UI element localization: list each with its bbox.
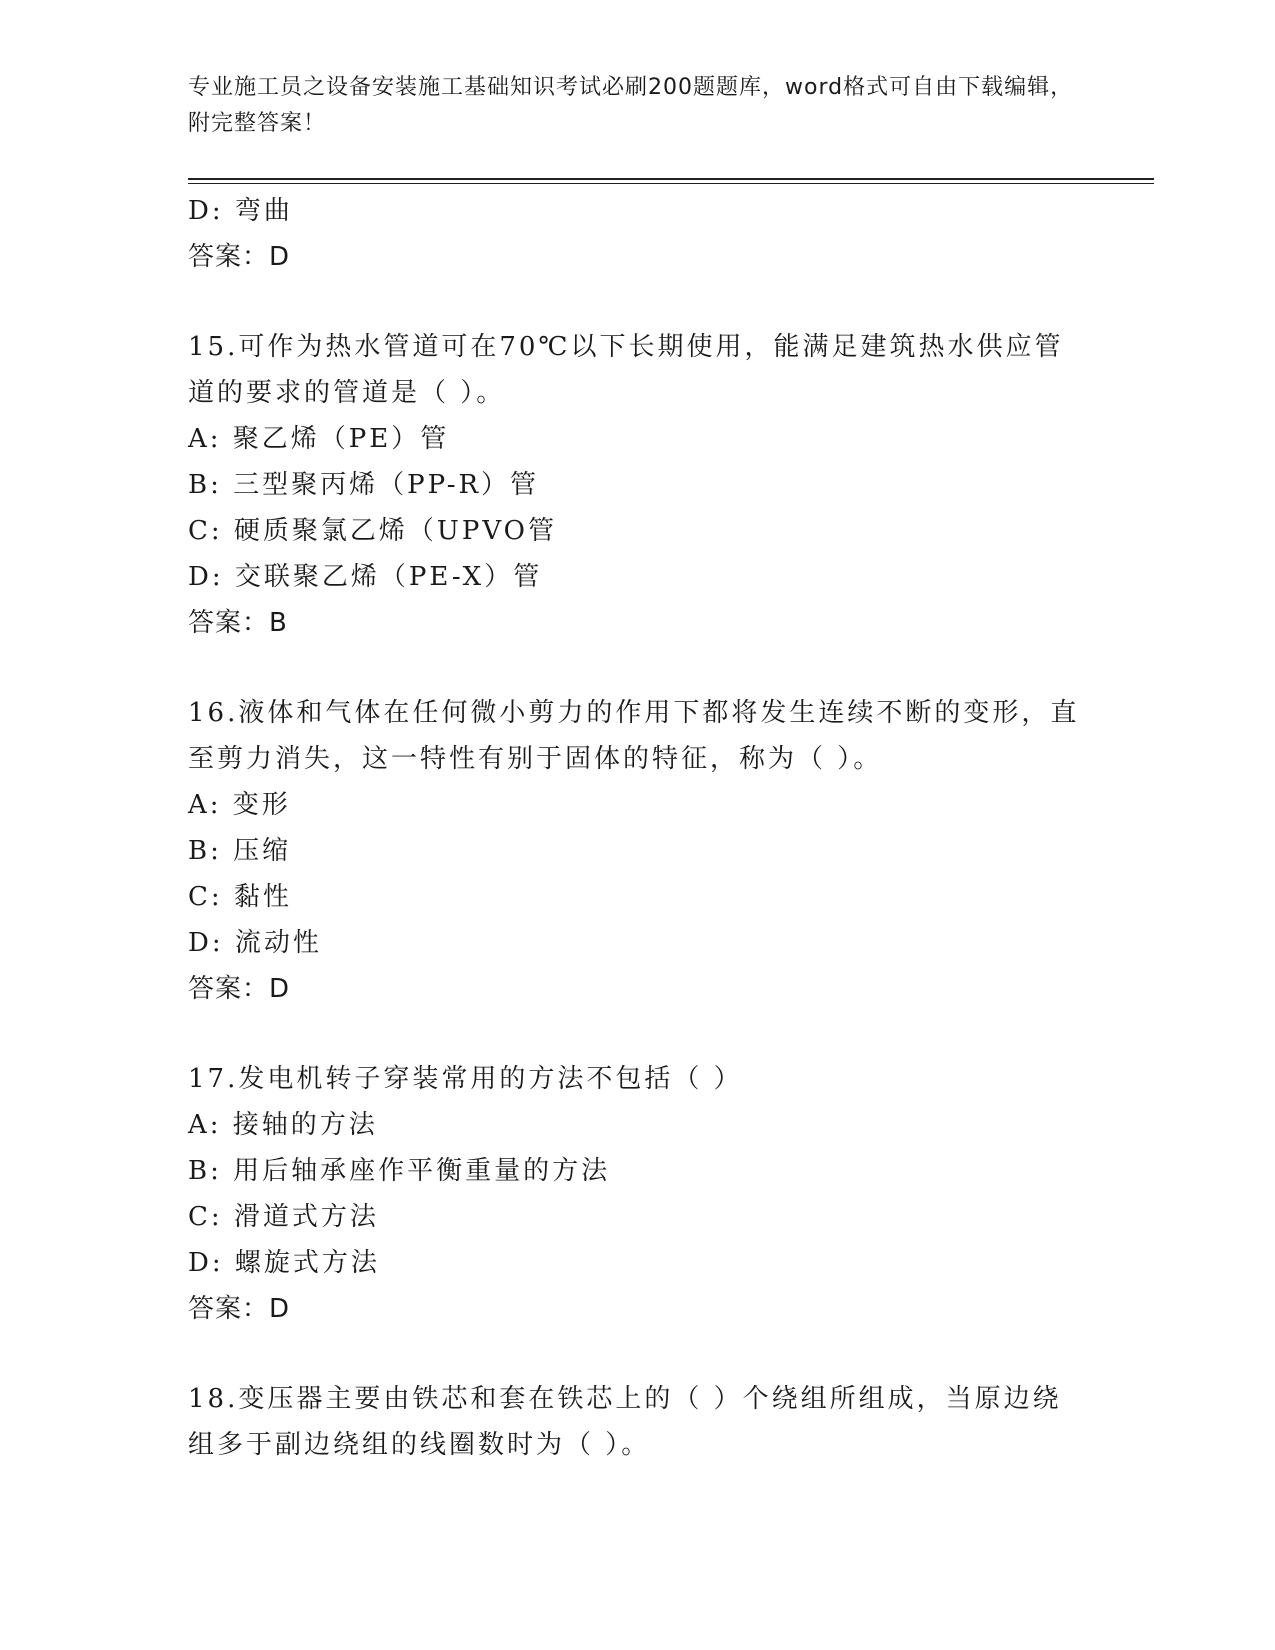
option-a: A: 变形 — [188, 790, 291, 820]
question-stem: 15.可作为热水管道可在70℃以下长期使用，能满足建筑热水供应管道的要求的管道是（ ）。 — [188, 332, 1064, 408]
answer: 答案：D — [188, 1294, 291, 1324]
header-divider-thin — [188, 183, 1154, 184]
page-header: 专业施工员之设备安装施工基础知识考试必刷200题题库，word格式可自由下载编辑，附完整答案！ — [188, 75, 1074, 136]
answer: 答案：D — [188, 242, 291, 272]
question-stem: 16.液体和气体在任何微小剪力的作用下都将发生连续不断的变形，直至剪力消失，这一特性有别于固体的特征，称为（ ）。 — [188, 698, 1080, 774]
answer: 答案：D — [188, 974, 291, 1004]
question-stem: 17.发电机转子穿装常用的方法不包括（ ） — [188, 1064, 743, 1094]
question-17 — [188, 1056, 1088, 1332]
answer: 答案：B — [188, 608, 288, 638]
option-d: D: 螺旋式方法 — [188, 1248, 380, 1278]
question-15 — [188, 324, 1088, 646]
option-d: D: 弯曲 — [188, 196, 293, 226]
option-d: D: 交联聚乙烯（PE-X）管 — [188, 562, 543, 592]
option-c: C: 滑道式方法 — [188, 1202, 379, 1232]
question-16 — [188, 690, 1088, 1012]
option-a: A: 聚乙烯（PE）管 — [188, 424, 450, 454]
header-divider — [188, 178, 1154, 180]
option-d: D: 流动性 — [188, 928, 322, 958]
option-a: A: 接轴的方法 — [188, 1110, 378, 1140]
option-b: B: 用后轴承座作平衡重量的方法 — [188, 1156, 611, 1186]
option-c: C: 硬质聚氯乙烯（UPVO管 — [188, 516, 557, 546]
question-stem: 18.变压器主要由铁芯和套在铁芯上的（ ）个绕组所组成，当原边绕组多于副边绕组的线圈数时为（ ）。 — [188, 1384, 1062, 1460]
option-c: C: 黏性 — [188, 882, 292, 912]
question-18 — [188, 1376, 1088, 1468]
option-b: B: 压缩 — [188, 836, 292, 866]
option-b: B: 三型聚丙烯（PP-R）管 — [188, 470, 540, 500]
document-body — [188, 188, 1088, 1468]
